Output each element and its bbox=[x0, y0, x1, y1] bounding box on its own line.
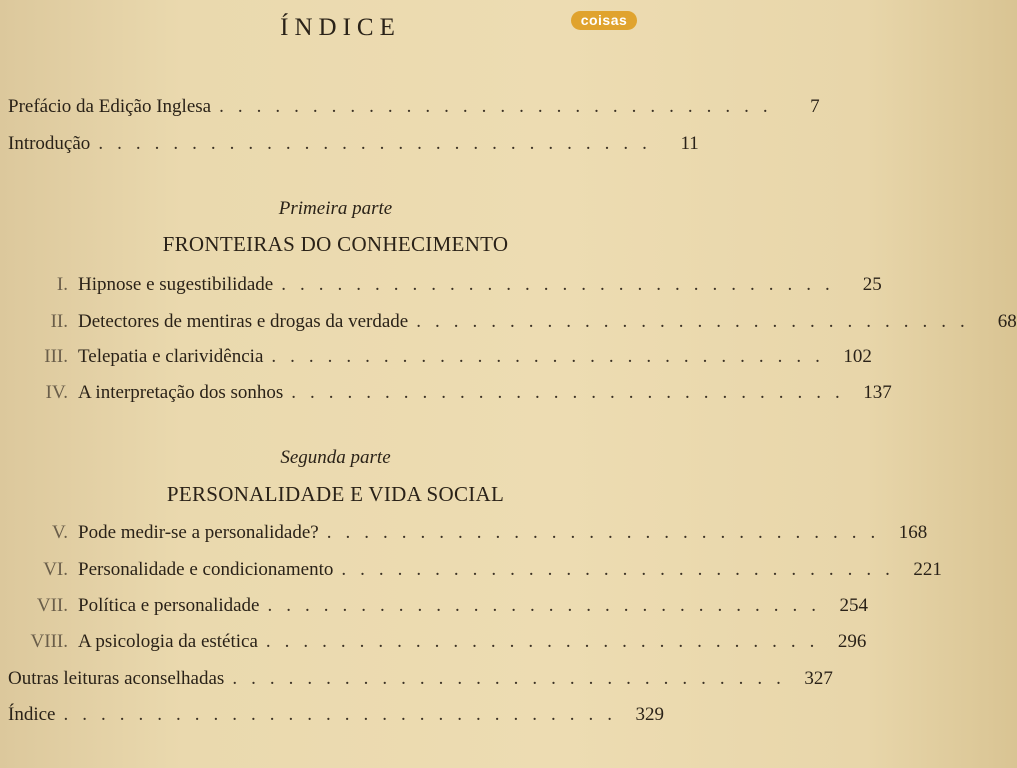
chapter-number: II. bbox=[50, 311, 68, 332]
section-title: PERSONALIDADE E VIDA SOCIAL bbox=[166, 482, 505, 506]
toc-entry-label: Detectores de mentiras e drogas da verdade bbox=[78, 311, 409, 332]
chapter-number: VII. bbox=[36, 595, 68, 616]
part-title: Segunda parte bbox=[280, 447, 391, 468]
toc-entry-label: Telepatia e clarividência bbox=[78, 346, 264, 367]
toc-entry-page: 25 bbox=[862, 274, 882, 295]
toc-entry-page: 168 bbox=[898, 522, 928, 543]
toc-entry-label: Política e personalidade bbox=[78, 595, 260, 616]
toc-entry-label: A interpretação dos sonhos bbox=[78, 382, 284, 403]
toc-entry-page: 137 bbox=[863, 382, 892, 403]
leader-dots: .............................. bbox=[281, 274, 844, 295]
chapter-number: VI. bbox=[43, 559, 68, 580]
toc-entry-label: Hipnose e sugestibilidade bbox=[78, 274, 274, 295]
toc-entry bbox=[8, 631, 867, 657]
toc-entry bbox=[8, 274, 882, 300]
page-title: ÍNDICE bbox=[280, 14, 401, 41]
leader-dots: .............................. bbox=[271, 346, 834, 367]
toc-entry-page: 221 bbox=[913, 559, 942, 580]
toc-entry bbox=[8, 559, 942, 585]
watermark-logo: coisas bbox=[571, 11, 637, 30]
chapter-number: III. bbox=[44, 346, 68, 367]
toc-entry-page: 296 bbox=[837, 631, 867, 652]
toc-entry-page: 254 bbox=[839, 595, 868, 616]
leader-dots: .............................. bbox=[416, 311, 979, 332]
leader-dots: .............................. bbox=[219, 96, 782, 117]
toc-entry-label: Pode medir-se a personalidade? bbox=[78, 522, 319, 543]
toc-entry bbox=[8, 668, 833, 694]
chapter-number: V. bbox=[51, 522, 68, 543]
toc-entry-page: 327 bbox=[804, 668, 833, 689]
toc-entry-label: A psicologia da estética bbox=[78, 631, 258, 652]
toc-entry-page: 7 bbox=[810, 96, 820, 117]
toc-entry bbox=[8, 595, 868, 621]
toc-entry-label: Outras leituras aconselhadas bbox=[8, 668, 225, 689]
toc-entry bbox=[8, 346, 872, 372]
part-title: Primeira parte bbox=[278, 198, 393, 219]
toc-entry-label: Introdução bbox=[8, 133, 91, 154]
toc-entry-page: 329 bbox=[635, 704, 664, 725]
leader-dots: .............................. bbox=[232, 668, 795, 689]
toc-entry bbox=[8, 311, 1017, 337]
toc-entry bbox=[8, 522, 928, 548]
chapter-number: VIII. bbox=[30, 631, 68, 652]
toc-entry bbox=[8, 704, 664, 730]
leader-dots: .............................. bbox=[265, 631, 829, 652]
chapter-number: IV. bbox=[45, 382, 68, 403]
leader-dots: .............................. bbox=[267, 595, 830, 616]
toc-entry-label: Índice bbox=[8, 704, 56, 725]
toc-entry-page: 68 bbox=[997, 311, 1017, 332]
chapter-number: I. bbox=[56, 274, 68, 295]
section-title: FRONTEIRAS DO CONHECIMENTO bbox=[162, 232, 509, 256]
toc-entry-page: 102 bbox=[843, 346, 872, 367]
toc-entry-label: Prefácio da Edição Inglesa bbox=[8, 96, 212, 117]
leader-dots: .............................. bbox=[326, 522, 890, 543]
leader-dots: .............................. bbox=[341, 559, 904, 580]
toc-entry-label: Personalidade e condicionamento bbox=[78, 559, 334, 580]
toc-entry bbox=[8, 96, 820, 122]
leader-dots: .............................. bbox=[98, 133, 661, 154]
toc-entry-page: 11 bbox=[680, 133, 699, 154]
toc-entry bbox=[8, 382, 892, 408]
leader-dots: .............................. bbox=[63, 704, 626, 725]
toc-entry bbox=[8, 133, 699, 159]
leader-dots: .............................. bbox=[291, 382, 854, 403]
